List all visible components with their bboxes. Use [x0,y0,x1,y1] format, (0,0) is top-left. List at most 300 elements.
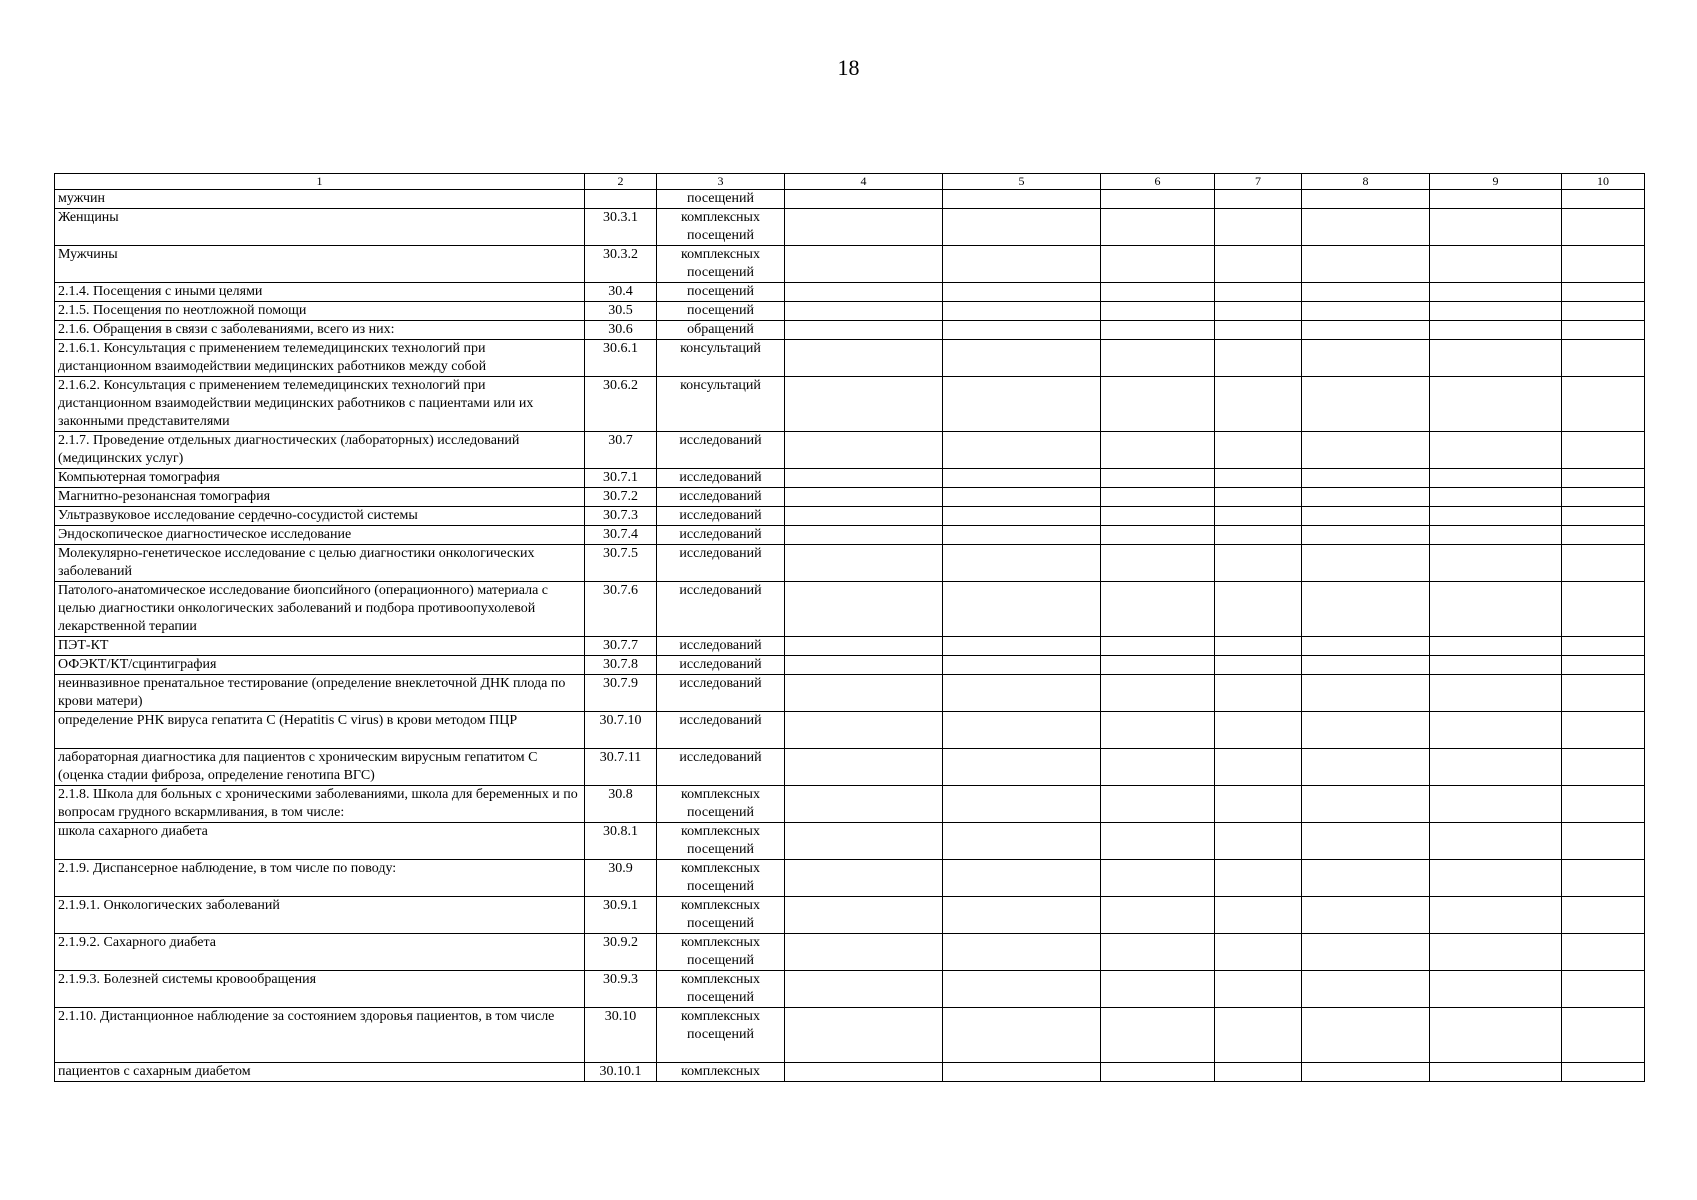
empty-value-cell-col-9[interactable] [1430,1063,1562,1082]
empty-value-cell-col-4[interactable] [785,656,943,675]
row-name-cell: Компьютерная томография [55,469,585,488]
row-name-cell: 2.1.9.1. Онкологических заболеваний [55,897,585,934]
empty-value-cell-col-9[interactable] [1430,971,1562,1008]
empty-value-cell-col-5[interactable] [943,1008,1101,1063]
header-cell-8: 8 [1302,174,1430,190]
empty-value-cell-col-10[interactable] [1562,488,1645,507]
empty-value-cell-col-7[interactable] [1215,582,1302,637]
empty-value-cell-col-9[interactable] [1430,1008,1562,1063]
table-row [55,302,1645,321]
empty-value-cell-col-6[interactable] [1101,971,1215,1008]
empty-value-cell-col-10[interactable] [1562,321,1645,340]
empty-value-cell-col-10[interactable] [1562,526,1645,545]
empty-value-cell-col-6[interactable] [1101,1063,1215,1082]
empty-value-cell-col-4[interactable] [785,786,943,823]
row-code-cell: 30.8.1 [585,823,657,860]
empty-value-cell-col-10[interactable] [1562,209,1645,246]
row-unit-cell: комплексных посещений [657,786,785,823]
empty-value-cell-col-8[interactable] [1302,340,1430,377]
empty-value-cell-col-6[interactable] [1101,507,1215,526]
row-unit-cell: посещений [657,283,785,302]
row-name-cell: Патолого-анатомическое исследование биопсийного (операционного) материала с целью диагностики онкологических заболеваний и подбора противоопухолевой лекарственной терапии [55,582,585,637]
empty-value-cell-col-5[interactable] [943,749,1101,786]
empty-value-cell-col-10[interactable] [1562,432,1645,469]
empty-value-cell-col-9[interactable] [1430,377,1562,432]
empty-value-cell-col-8[interactable] [1302,190,1430,209]
empty-value-cell-col-6[interactable] [1101,469,1215,488]
empty-value-cell-col-5[interactable] [943,340,1101,377]
table-row [55,488,1645,507]
row-unit-cell: посещений [657,302,785,321]
empty-value-cell-col-9[interactable] [1430,283,1562,302]
empty-value-cell-col-9[interactable] [1430,656,1562,675]
empty-value-cell-col-5[interactable] [943,209,1101,246]
table-row [55,545,1645,582]
empty-value-cell-col-10[interactable] [1562,190,1645,209]
header-cell-3: 3 [657,174,785,190]
empty-value-cell-col-5[interactable] [943,637,1101,656]
empty-value-cell-col-7[interactable] [1215,526,1302,545]
row-code-cell: 30.8 [585,786,657,823]
table-row [55,1063,1645,1082]
empty-value-cell-col-6[interactable] [1101,432,1215,469]
row-code-cell: 30.3.2 [585,246,657,283]
empty-value-cell-col-10[interactable] [1562,786,1645,823]
empty-value-cell-col-6[interactable] [1101,340,1215,377]
empty-value-cell-col-5[interactable] [943,283,1101,302]
empty-value-cell-col-7[interactable] [1215,1008,1302,1063]
empty-value-cell-col-10[interactable] [1562,934,1645,971]
row-name-cell: определение РНК вируса гепатита С (Hepatitis C virus) в крови методом ПЦР [55,712,585,749]
empty-value-cell-col-4[interactable] [785,302,943,321]
empty-value-cell-col-7[interactable] [1215,897,1302,934]
empty-value-cell-col-7[interactable] [1215,786,1302,823]
empty-value-cell-col-8[interactable] [1302,432,1430,469]
empty-value-cell-col-9[interactable] [1430,526,1562,545]
table-row [55,246,1645,283]
empty-value-cell-col-7[interactable] [1215,637,1302,656]
row-unit-cell: консультаций [657,340,785,377]
header-cell-1: 1 [55,174,585,190]
row-unit-cell: исследований [657,656,785,675]
empty-value-cell-col-10[interactable] [1562,749,1645,786]
empty-value-cell-col-5[interactable] [943,545,1101,582]
empty-value-cell-col-6[interactable] [1101,1008,1215,1063]
table-row [55,283,1645,302]
empty-value-cell-col-8[interactable] [1302,1008,1430,1063]
row-unit-cell: комплексных посещений [657,1008,785,1063]
empty-value-cell-col-9[interactable] [1430,302,1562,321]
row-unit-cell: исследований [657,507,785,526]
row-code-cell: 30.7.2 [585,488,657,507]
empty-value-cell-col-6[interactable] [1101,749,1215,786]
report-table [54,173,1645,1082]
empty-value-cell-col-9[interactable] [1430,637,1562,656]
empty-value-cell-col-9[interactable] [1430,246,1562,283]
row-code-cell: 30.4 [585,283,657,302]
empty-value-cell-col-7[interactable] [1215,190,1302,209]
empty-value-cell-col-9[interactable] [1430,545,1562,582]
empty-value-cell-col-8[interactable] [1302,637,1430,656]
row-unit-cell: комплексных посещений [657,209,785,246]
empty-value-cell-col-4[interactable] [785,432,943,469]
empty-value-cell-col-7[interactable] [1215,545,1302,582]
row-code-cell: 30.10.1 [585,1063,657,1082]
empty-value-cell-col-4[interactable] [785,823,943,860]
table-row [55,190,1645,209]
empty-value-cell-col-5[interactable] [943,507,1101,526]
empty-value-cell-col-9[interactable] [1430,321,1562,340]
empty-value-cell-col-9[interactable] [1430,749,1562,786]
empty-value-cell-col-4[interactable] [785,209,943,246]
row-unit-cell: исследований [657,488,785,507]
row-name-cell: Ультразвуковое исследование сердечно-сосудистой системы [55,507,585,526]
empty-value-cell-col-8[interactable] [1302,786,1430,823]
empty-value-cell-col-7[interactable] [1215,469,1302,488]
empty-value-cell-col-5[interactable] [943,1063,1101,1082]
empty-value-cell-col-6[interactable] [1101,488,1215,507]
empty-value-cell-col-10[interactable] [1562,823,1645,860]
empty-value-cell-col-10[interactable] [1562,675,1645,712]
row-unit-cell: комплексных посещений [657,246,785,283]
empty-value-cell-col-6[interactable] [1101,246,1215,283]
empty-value-cell-col-8[interactable] [1302,860,1430,897]
row-unit-cell: комплексных посещений [657,860,785,897]
empty-value-cell-col-6[interactable] [1101,897,1215,934]
empty-value-cell-col-7[interactable] [1215,712,1302,749]
row-code-cell: 30.7.9 [585,675,657,712]
empty-value-cell-col-7[interactable] [1215,860,1302,897]
empty-value-cell-col-5[interactable] [943,897,1101,934]
empty-value-cell-col-8[interactable] [1302,321,1430,340]
table-row [55,675,1645,712]
empty-value-cell-col-5[interactable] [943,712,1101,749]
empty-value-cell-col-4[interactable] [785,1063,943,1082]
empty-value-cell-col-5[interactable] [943,469,1101,488]
table-row [55,656,1645,675]
empty-value-cell-col-9[interactable] [1430,488,1562,507]
empty-value-cell-col-6[interactable] [1101,712,1215,749]
empty-value-cell-col-4[interactable] [785,897,943,934]
row-name-cell: 2.1.7. Проведение отдельных диагностических (лабораторных) исследований (медицинских услуг) [55,432,585,469]
empty-value-cell-col-7[interactable] [1215,507,1302,526]
empty-value-cell-col-10[interactable] [1562,469,1645,488]
table-row [55,712,1645,749]
empty-value-cell-col-6[interactable] [1101,823,1215,860]
row-name-cell: 2.1.5. Посещения по неотложной помощи [55,302,585,321]
empty-value-cell-col-10[interactable] [1562,656,1645,675]
table-row [55,469,1645,488]
empty-value-cell-col-4[interactable] [785,507,943,526]
empty-value-cell-col-10[interactable] [1562,283,1645,302]
empty-value-cell-col-4[interactable] [785,469,943,488]
empty-value-cell-col-5[interactable] [943,934,1101,971]
table-row [55,860,1645,897]
empty-value-cell-col-7[interactable] [1215,302,1302,321]
header-cell-10: 10 [1562,174,1645,190]
empty-value-cell-col-6[interactable] [1101,860,1215,897]
empty-value-cell-col-10[interactable] [1562,507,1645,526]
empty-value-cell-col-6[interactable] [1101,321,1215,340]
empty-value-cell-col-5[interactable] [943,302,1101,321]
row-unit-cell: исследований [657,526,785,545]
empty-value-cell-col-4[interactable] [785,860,943,897]
empty-value-cell-col-8[interactable] [1302,283,1430,302]
empty-value-cell-col-5[interactable] [943,488,1101,507]
row-unit-cell: исследований [657,637,785,656]
empty-value-cell-col-8[interactable] [1302,469,1430,488]
row-code-cell: 30.7.11 [585,749,657,786]
table-row [55,209,1645,246]
empty-value-cell-col-9[interactable] [1430,582,1562,637]
empty-value-cell-col-9[interactable] [1430,860,1562,897]
table-row [55,432,1645,469]
row-unit-cell: исследований [657,749,785,786]
empty-value-cell-col-6[interactable] [1101,209,1215,246]
empty-value-cell-col-7[interactable] [1215,209,1302,246]
row-name-cell: пациентов с сахарным диабетом [55,1063,585,1082]
empty-value-cell-col-7[interactable] [1215,321,1302,340]
header-cell-5: 5 [943,174,1101,190]
empty-value-cell-col-10[interactable] [1562,860,1645,897]
empty-value-cell-col-10[interactable] [1562,302,1645,321]
empty-value-cell-col-4[interactable] [785,934,943,971]
empty-value-cell-col-7[interactable] [1215,246,1302,283]
empty-value-cell-col-10[interactable] [1562,637,1645,656]
empty-value-cell-col-10[interactable] [1562,1063,1645,1082]
empty-value-cell-col-9[interactable] [1430,190,1562,209]
empty-value-cell-col-6[interactable] [1101,190,1215,209]
empty-value-cell-col-8[interactable] [1302,971,1430,1008]
empty-value-cell-col-9[interactable] [1430,209,1562,246]
header-cell-6: 6 [1101,174,1215,190]
empty-value-cell-col-9[interactable] [1430,786,1562,823]
row-name-cell: ПЭТ-КТ [55,637,585,656]
empty-value-cell-col-10[interactable] [1562,377,1645,432]
header-cell-4: 4 [785,174,943,190]
row-name-cell: 2.1.6.1. Консультация с применением телемедицинских технологий при дистанционном взаимодействии медицинских работников между собой [55,340,585,377]
empty-value-cell-col-9[interactable] [1430,823,1562,860]
empty-value-cell-col-5[interactable] [943,656,1101,675]
empty-value-cell-col-8[interactable] [1302,1063,1430,1082]
row-code-cell: 30.9 [585,860,657,897]
row-code-cell: 30.7.6 [585,582,657,637]
empty-value-cell-col-7[interactable] [1215,823,1302,860]
table-row [55,637,1645,656]
empty-value-cell-col-4[interactable] [785,971,943,1008]
row-name-cell: мужчин [55,190,585,209]
empty-value-cell-col-5[interactable] [943,190,1101,209]
page-number: 18 [837,55,860,80]
empty-value-cell-col-4[interactable] [785,377,943,432]
empty-value-cell-col-8[interactable] [1302,897,1430,934]
empty-value-cell-col-8[interactable] [1302,582,1430,637]
empty-value-cell-col-6[interactable] [1101,656,1215,675]
empty-value-cell-col-4[interactable] [785,637,943,656]
empty-value-cell-col-9[interactable] [1430,432,1562,469]
empty-value-cell-col-4[interactable] [785,340,943,377]
empty-value-cell-col-5[interactable] [943,971,1101,1008]
empty-value-cell-col-8[interactable] [1302,749,1430,786]
row-code-cell: 30.9.2 [585,934,657,971]
empty-value-cell-col-10[interactable] [1562,582,1645,637]
empty-value-cell-col-8[interactable] [1302,526,1430,545]
empty-value-cell-col-10[interactable] [1562,712,1645,749]
row-code-cell: 30.7.7 [585,637,657,656]
empty-value-cell-col-7[interactable] [1215,1063,1302,1082]
empty-value-cell-col-10[interactable] [1562,971,1645,1008]
empty-value-cell-col-4[interactable] [785,321,943,340]
empty-value-cell-col-6[interactable] [1101,786,1215,823]
table-row [55,526,1645,545]
row-name-cell: 2.1.9. Диспансерное наблюдение, в том числе по поводу: [55,860,585,897]
empty-value-cell-col-4[interactable] [785,526,943,545]
row-code-cell: 30.7.8 [585,656,657,675]
empty-value-cell-col-8[interactable] [1302,823,1430,860]
empty-value-cell-col-6[interactable] [1101,302,1215,321]
empty-value-cell-col-9[interactable] [1430,507,1562,526]
empty-value-cell-col-8[interactable] [1302,488,1430,507]
empty-value-cell-col-4[interactable] [785,1008,943,1063]
header-cell-9: 9 [1430,174,1562,190]
empty-value-cell-col-4[interactable] [785,246,943,283]
empty-value-cell-col-8[interactable] [1302,377,1430,432]
empty-value-cell-col-6[interactable] [1101,582,1215,637]
empty-value-cell-col-9[interactable] [1430,934,1562,971]
empty-value-cell-col-5[interactable] [943,823,1101,860]
empty-value-cell-col-4[interactable] [785,488,943,507]
row-code-cell: 30.10 [585,1008,657,1063]
row-name-cell: 2.1.9.2. Сахарного диабета [55,934,585,971]
row-name-cell: 2.1.6. Обращения в связи с заболеваниями, всего из них: [55,321,585,340]
row-code-cell: 30.9.3 [585,971,657,1008]
empty-value-cell-col-6[interactable] [1101,934,1215,971]
empty-value-cell-col-7[interactable] [1215,749,1302,786]
row-name-cell: 2.1.6.2. Консультация с применением телемедицинских технологий при дистанционном взаимодействии медицинских работников с пациентами или их законными представителями [55,377,585,432]
empty-value-cell-col-10[interactable] [1562,1008,1645,1063]
empty-value-cell-col-4[interactable] [785,582,943,637]
empty-value-cell-col-8[interactable] [1302,302,1430,321]
empty-value-cell-col-10[interactable] [1562,340,1645,377]
empty-value-cell-col-6[interactable] [1101,637,1215,656]
empty-value-cell-col-7[interactable] [1215,283,1302,302]
empty-value-cell-col-10[interactable] [1562,545,1645,582]
row-code-cell: 30.7.1 [585,469,657,488]
row-name-cell: неинвазивное пренатальное тестирование (определение внеклеточной ДНК плода по крови матери) [55,675,585,712]
empty-value-cell-col-5[interactable] [943,321,1101,340]
row-unit-cell: посещений [657,190,785,209]
empty-value-cell-col-6[interactable] [1101,377,1215,432]
empty-value-cell-col-7[interactable] [1215,340,1302,377]
empty-value-cell-col-6[interactable] [1101,545,1215,582]
empty-value-cell-col-9[interactable] [1430,897,1562,934]
empty-value-cell-col-10[interactable] [1562,897,1645,934]
row-unit-cell: исследований [657,582,785,637]
empty-value-cell-col-8[interactable] [1302,209,1430,246]
row-unit-cell: консультаций [657,377,785,432]
empty-value-cell-col-7[interactable] [1215,656,1302,675]
empty-value-cell-col-5[interactable] [943,377,1101,432]
empty-value-cell-col-4[interactable] [785,749,943,786]
row-unit-cell: исследований [657,675,785,712]
row-code-cell: 30.6 [585,321,657,340]
empty-value-cell-col-7[interactable] [1215,488,1302,507]
row-unit-cell: исследований [657,432,785,469]
header-cell-2: 2 [585,174,657,190]
empty-value-cell-col-7[interactable] [1215,934,1302,971]
empty-value-cell-col-4[interactable] [785,283,943,302]
row-unit-cell: исследований [657,469,785,488]
table-row [55,971,1645,1008]
empty-value-cell-col-8[interactable] [1302,545,1430,582]
empty-value-cell-col-6[interactable] [1101,283,1215,302]
empty-value-cell-col-5[interactable] [943,526,1101,545]
empty-value-cell-col-9[interactable] [1430,469,1562,488]
empty-value-cell-col-5[interactable] [943,246,1101,283]
table-row [55,582,1645,637]
table-row [55,897,1645,934]
table-row [55,934,1645,971]
row-code-cell: 30.7.5 [585,545,657,582]
empty-value-cell-col-5[interactable] [943,860,1101,897]
empty-value-cell-col-4[interactable] [785,675,943,712]
row-name-cell: ОФЭКТ/КТ/сцинтиграфия [55,656,585,675]
row-unit-cell: комплексных посещений [657,897,785,934]
row-code-cell: 30.3.1 [585,209,657,246]
empty-value-cell-col-7[interactable] [1215,432,1302,469]
header-cell-7: 7 [1215,174,1302,190]
empty-value-cell-col-4[interactable] [785,712,943,749]
empty-value-cell-col-9[interactable] [1430,340,1562,377]
empty-value-cell-col-8[interactable] [1302,675,1430,712]
row-name-cell: Молекулярно-генетическое исследование с целью диагностики онкологических заболеваний [55,545,585,582]
empty-value-cell-col-6[interactable] [1101,675,1215,712]
empty-value-cell-col-6[interactable] [1101,526,1215,545]
empty-value-cell-col-5[interactable] [943,582,1101,637]
empty-value-cell-col-9[interactable] [1430,712,1562,749]
empty-value-cell-col-9[interactable] [1430,675,1562,712]
table-row [55,749,1645,786]
empty-value-cell-col-10[interactable] [1562,246,1645,283]
row-code-cell: 30.5 [585,302,657,321]
row-name-cell: Женщины [55,209,585,246]
empty-value-cell-col-5[interactable] [943,432,1101,469]
row-name-cell: 2.1.9.3. Болезней системы кровообращения [55,971,585,1008]
row-code-cell: 30.9.1 [585,897,657,934]
row-code-cell: 30.6.2 [585,377,657,432]
empty-value-cell-col-4[interactable] [785,190,943,209]
empty-value-cell-col-5[interactable] [943,675,1101,712]
empty-value-cell-col-7[interactable] [1215,675,1302,712]
row-unit-cell: исследований [657,712,785,749]
empty-value-cell-col-8[interactable] [1302,656,1430,675]
row-name-cell: лабораторная диагностика для пациентов с хроническим вирусным гепатитом С (оценка стадии фиброза, определение генотипа ВГС) [55,749,585,786]
empty-value-cell-col-4[interactable] [785,545,943,582]
empty-value-cell-col-5[interactable] [943,786,1101,823]
empty-value-cell-col-8[interactable] [1302,507,1430,526]
row-code-cell: 30.6.1 [585,340,657,377]
row-unit-cell: комплексных [657,1063,785,1082]
empty-value-cell-col-7[interactable] [1215,377,1302,432]
row-name-cell: 2.1.4. Посещения с иными целями [55,283,585,302]
row-unit-cell: комплексных посещений [657,971,785,1008]
empty-value-cell-col-8[interactable] [1302,934,1430,971]
empty-value-cell-col-8[interactable] [1302,246,1430,283]
empty-value-cell-col-8[interactable] [1302,712,1430,749]
row-name-cell: Эндоскопическое диагностическое исследование [55,526,585,545]
empty-value-cell-col-7[interactable] [1215,971,1302,1008]
row-code-cell: 30.7 [585,432,657,469]
